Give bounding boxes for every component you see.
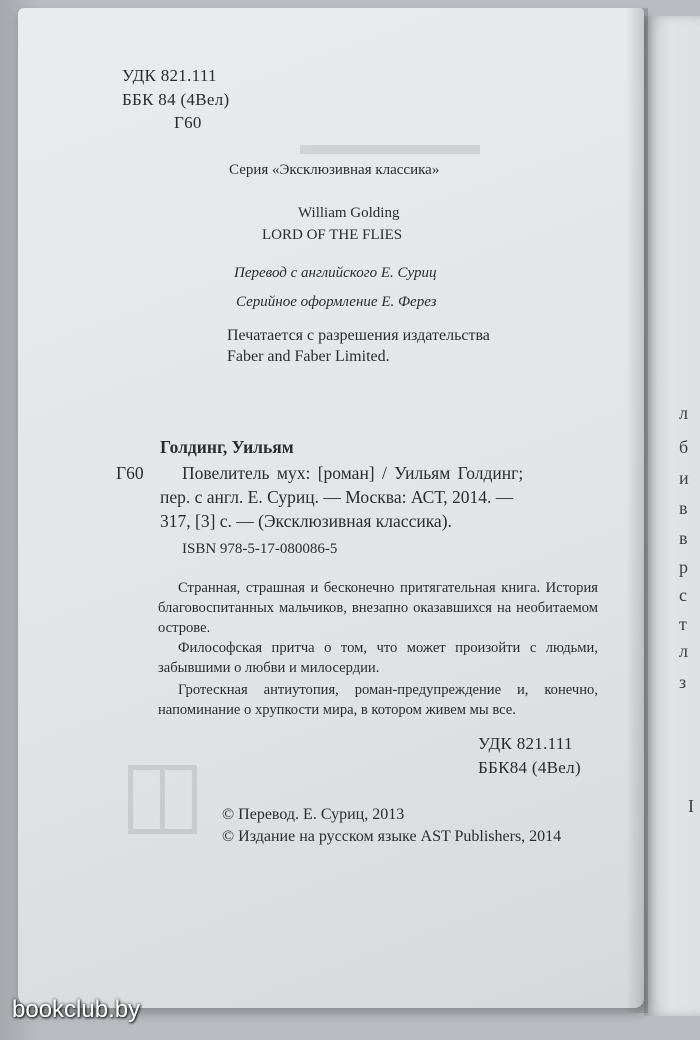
permission-line-2: Faber and Faber Limited. bbox=[227, 348, 390, 365]
right-page-char: I bbox=[688, 796, 694, 816]
right-page-char: и bbox=[679, 468, 689, 488]
record-line-3: 317, [3] с. — (Эксклюзивная классика). bbox=[160, 511, 452, 531]
right-page-char: р bbox=[679, 557, 688, 577]
udk-code: УДК 821.111 bbox=[122, 66, 217, 85]
right-page-char: в bbox=[679, 498, 688, 518]
record-line-1: Повелитель мух: [роман] / Уильям Голдинг; bbox=[182, 463, 524, 483]
original-author: William Golding bbox=[298, 205, 400, 221]
show-through-letter: ◫ bbox=[120, 743, 206, 843]
footer-bbk: ББК84 (4Вел) bbox=[478, 758, 581, 777]
copyright-edition: © Издание на русском языке AST Publishers, 2014 bbox=[222, 828, 562, 845]
record-author-mark: Г60 bbox=[116, 463, 144, 483]
footer-udk: УДК 821.111 bbox=[478, 734, 573, 753]
right-page-char: з bbox=[679, 672, 687, 692]
right-page-char: б bbox=[679, 437, 689, 457]
right-page-char: в bbox=[679, 528, 688, 548]
show-through-decoration: ▬▬▬▬▬▬ bbox=[300, 128, 480, 161]
page-gutter-shadow bbox=[626, 8, 648, 1013]
annotation-paragraph-1: Странная, страшная и бесконечно притягательная книга. История благовоспитанных мальчиков, внезапно оказавшихся на необитаемом острове. bbox=[158, 580, 598, 636]
right-page-char: л bbox=[679, 641, 688, 661]
right-page-char: т bbox=[679, 614, 687, 634]
right-page-char: с bbox=[679, 585, 687, 605]
copyright-translation: © Перевод. Е. Суриц, 2013 bbox=[222, 806, 405, 823]
record-line-2: пер. с англ. Е. Суриц. — Москва: АСТ, 2014. — bbox=[160, 487, 514, 507]
right-page bbox=[644, 16, 700, 1016]
series-title: Серия «Эксклюзивная классика» bbox=[229, 162, 440, 178]
right-page-char: л bbox=[679, 403, 688, 423]
watermark: bookclub.by bbox=[12, 996, 141, 1023]
isbn: ISBN 978-5-17-080086-5 bbox=[182, 541, 338, 557]
design-credit: Серийное оформление Е. Ферез bbox=[236, 294, 437, 310]
annotation-paragraph-2: Философская притча о том, что может произойти с людьми, забывшими о любви и милосердии. bbox=[158, 640, 598, 676]
bbk-code: ББК 84 (4Вел) bbox=[122, 90, 230, 109]
author-mark: Г60 bbox=[174, 113, 202, 132]
annotation-paragraph-3: Гротескная антиутопия, роман-предупреждение и, конечно, напоминание о хрупкости мира, в котором живем мы все. bbox=[158, 682, 598, 718]
record-heading: Голдинг, Уильям bbox=[160, 437, 294, 457]
permission-line-1: Печатается с разрешения издательства bbox=[227, 327, 490, 344]
original-title: LORD OF THE FLIES bbox=[262, 227, 403, 243]
translator-credit: Перевод с английского Е. Суриц bbox=[234, 265, 437, 281]
